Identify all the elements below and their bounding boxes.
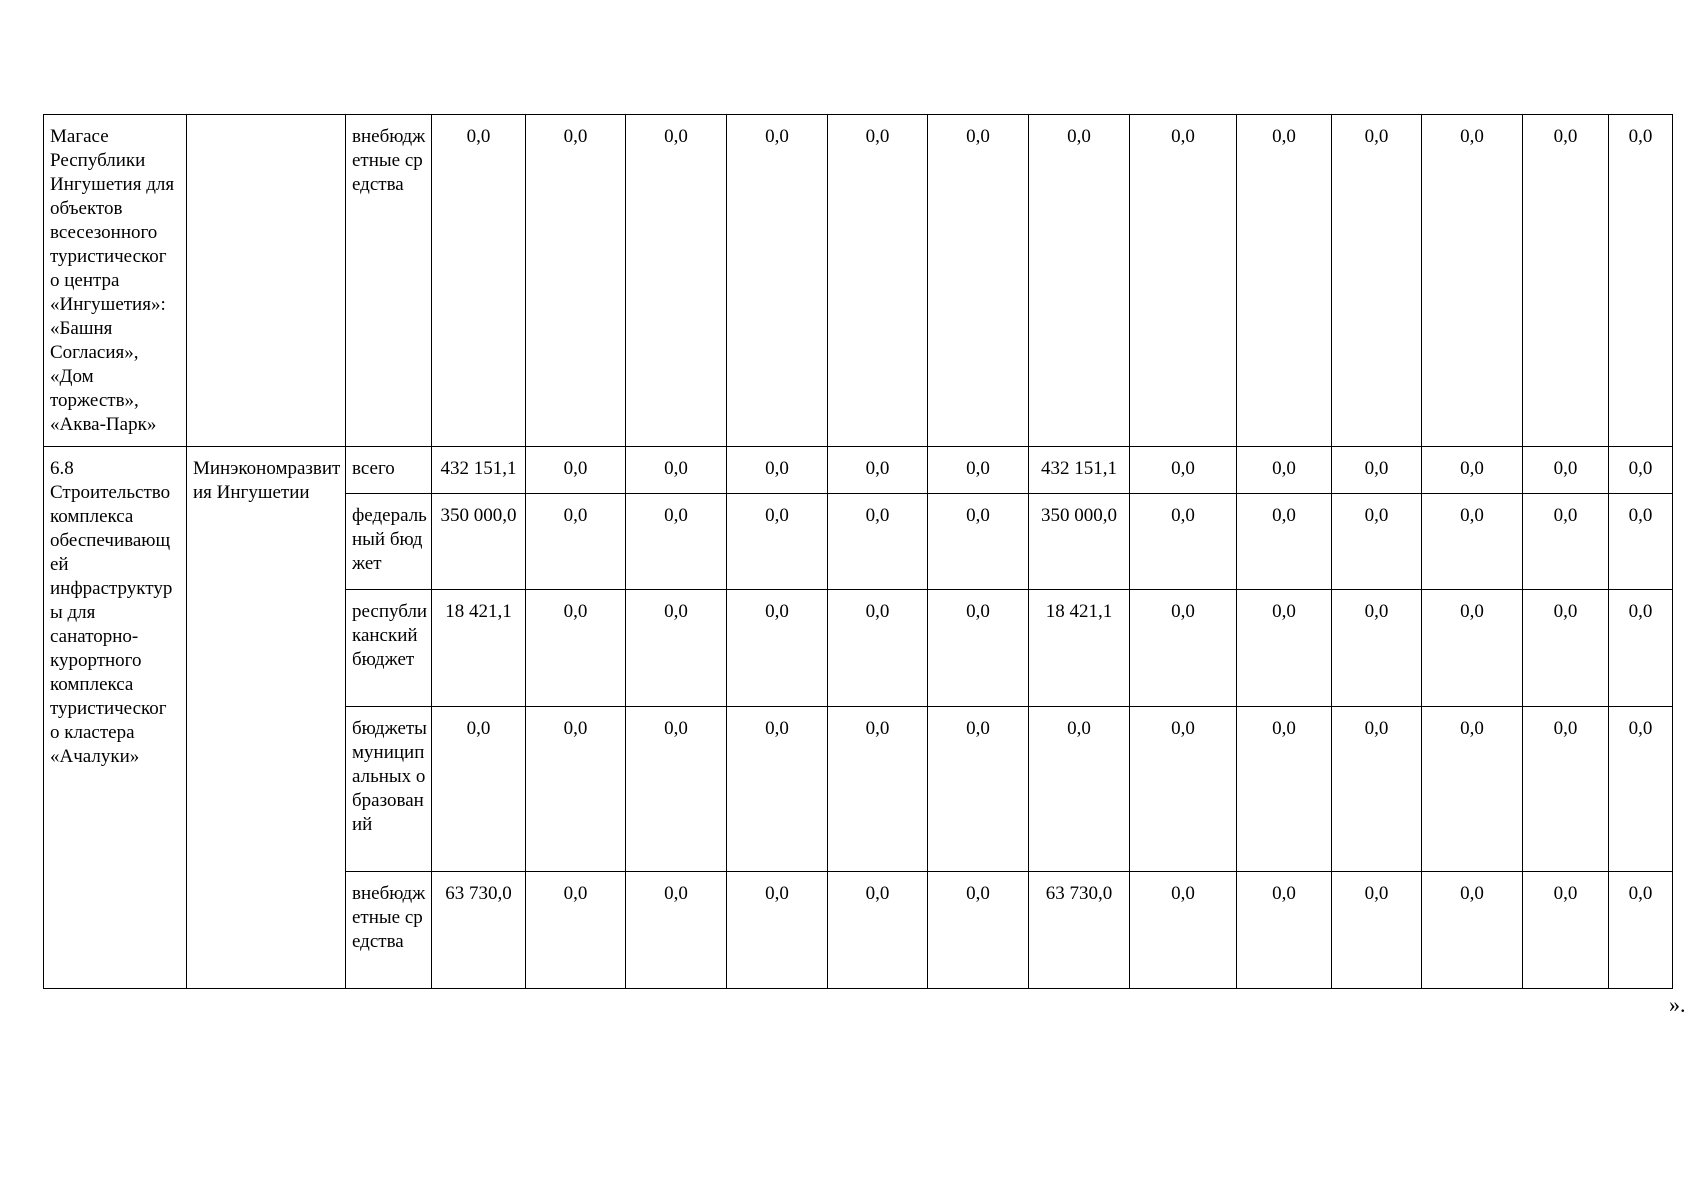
value-cell: 0,0 <box>828 494 928 590</box>
value-cell: 0,0 <box>1237 494 1332 590</box>
value-cell: 0,0 <box>526 115 626 447</box>
value-cell: 0,0 <box>928 872 1029 989</box>
value-cell: 432 151,1 <box>432 447 526 494</box>
value-cell: 0,0 <box>1332 115 1422 447</box>
measure-name-line: Республики <box>50 150 146 171</box>
measure-name-line: санаторно- <box>50 626 139 647</box>
value-cell: 0,0 <box>1523 447 1609 494</box>
value-cell: 0,0 <box>1237 590 1332 707</box>
value-cell: 0,0 <box>727 707 828 872</box>
value-cell: 0,0 <box>1609 872 1673 989</box>
measure-name-line: Магасе <box>50 126 109 147</box>
value-cell: 0,0 <box>526 494 626 590</box>
value-cell: 0,0 <box>1237 872 1332 989</box>
value-cell: 0,0 <box>1609 115 1673 447</box>
value-cell: 63 730,0 <box>432 872 526 989</box>
measure-name-line: «Дом <box>50 366 94 387</box>
closing-quote-mark: ». <box>1669 992 1686 1017</box>
value-cell: 0,0 <box>626 494 727 590</box>
value-cell: 0,0 <box>1609 494 1673 590</box>
value-cell: 0,0 <box>626 872 727 989</box>
value-cell: 0,0 <box>1422 590 1523 707</box>
value-cell: 0,0 <box>1332 447 1422 494</box>
value-cell: 0,0 <box>928 115 1029 447</box>
measure-name-line: инфраструктур <box>50 578 173 599</box>
value-cell: 0,0 <box>1029 707 1130 872</box>
value-cell: 0,0 <box>1609 447 1673 494</box>
value-cell: 0,0 <box>828 115 928 447</box>
value-cell: 0,0 <box>626 707 727 872</box>
value-cell: 0,0 <box>1130 115 1237 447</box>
measure-name-line: всесезонного <box>50 222 158 243</box>
measure-name-line: Согласия», <box>50 342 139 363</box>
measure-name-line: туристическог <box>50 246 167 267</box>
value-cell: 0,0 <box>1130 494 1237 590</box>
value-cell: 0,0 <box>1237 115 1332 447</box>
measure-name-line: «Башня <box>50 318 113 339</box>
value-cell: 0,0 <box>1523 707 1609 872</box>
value-cell: 0,0 <box>1523 590 1609 707</box>
value-cell: 0,0 <box>1237 447 1332 494</box>
value-cell: 0,0 <box>1523 494 1609 590</box>
value-cell: 0,0 <box>1422 447 1523 494</box>
value-cell: 0,0 <box>526 447 626 494</box>
funding-source-cell: федеральный бюджет <box>346 494 432 590</box>
executor-cell: Минэкономразвития Ингушетии <box>187 447 346 989</box>
measure-number: 6.8 <box>50 458 74 479</box>
value-cell: 0,0 <box>526 707 626 872</box>
measure-name-line: курортного <box>50 650 142 671</box>
measure-name-line: обеспечивающ <box>50 530 171 551</box>
measure-name-line: туристическог <box>50 698 167 719</box>
value-cell: 0,0 <box>828 447 928 494</box>
value-cell: 0,0 <box>526 872 626 989</box>
value-cell: 0,0 <box>1332 872 1422 989</box>
value-cell: 0,0 <box>526 590 626 707</box>
value-cell: 0,0 <box>1422 115 1523 447</box>
value-cell: 0,0 <box>1237 707 1332 872</box>
funding-source-cell: внебюджетные средства <box>346 872 432 989</box>
measure-name-cell <box>44 447 187 989</box>
funding-source-cell: внебюджетные средства <box>346 115 432 447</box>
value-cell: 0,0 <box>1523 872 1609 989</box>
executor-cell <box>187 115 346 447</box>
value-cell: 0,0 <box>1609 707 1673 872</box>
value-cell: 0,0 <box>432 115 526 447</box>
value-cell: 0,0 <box>727 872 828 989</box>
measure-name-line: торжеств», <box>50 390 139 411</box>
value-cell: 0,0 <box>727 115 828 447</box>
value-cell: 0,0 <box>626 115 727 447</box>
value-cell: 0,0 <box>626 447 727 494</box>
value-cell: 0,0 <box>1130 872 1237 989</box>
value-cell: 0,0 <box>1609 590 1673 707</box>
value-cell: 0,0 <box>1332 590 1422 707</box>
value-cell: 0,0 <box>1422 707 1523 872</box>
value-cell: 0,0 <box>1422 494 1523 590</box>
value-cell: 0,0 <box>1029 115 1130 447</box>
measure-name-line: объектов <box>50 198 123 219</box>
measure-name-line: о центра <box>50 270 120 291</box>
value-cell: 0,0 <box>1523 115 1609 447</box>
funding-source-cell: республиканский бюджет <box>346 590 432 707</box>
value-cell: 0,0 <box>828 590 928 707</box>
program-funding-table <box>43 114 1673 989</box>
measure-name-line: ей <box>50 554 69 575</box>
measure-name-line: Строительство <box>50 482 171 503</box>
value-cell: 0,0 <box>727 590 828 707</box>
measure-name-line: «Аква-Парк» <box>50 414 157 435</box>
value-cell: 0,0 <box>1332 707 1422 872</box>
measure-name-cell <box>44 115 187 447</box>
measure-name-line: «Ачалуки» <box>50 746 140 767</box>
value-cell: 0,0 <box>828 707 928 872</box>
measure-name-line: комплекса <box>50 674 134 695</box>
measure-name-line: о кластера <box>50 722 135 743</box>
measure-name-line: ы для <box>50 602 96 623</box>
value-cell: 0,0 <box>1130 447 1237 494</box>
value-cell: 0,0 <box>928 707 1029 872</box>
value-cell: 350 000,0 <box>1029 494 1130 590</box>
value-cell: 63 730,0 <box>1029 872 1130 989</box>
value-cell: 0,0 <box>727 494 828 590</box>
table-row <box>44 447 1673 494</box>
value-cell: 0,0 <box>1422 872 1523 989</box>
value-cell: 0,0 <box>928 590 1029 707</box>
value-cell: 0,0 <box>928 447 1029 494</box>
value-cell: 350 000,0 <box>432 494 526 590</box>
value-cell: 0,0 <box>828 872 928 989</box>
value-cell: 432 151,1 <box>1029 447 1130 494</box>
funding-source-cell: всего <box>346 447 432 494</box>
value-cell: 0,0 <box>1130 590 1237 707</box>
value-cell: 0,0 <box>1130 707 1237 872</box>
measure-name-line: Ингушетия для <box>50 174 175 195</box>
table-row <box>44 115 1673 447</box>
measure-name-line: комплекса <box>50 506 134 527</box>
funding-source-cell: бюджеты муниципальных образований <box>346 707 432 872</box>
measure-name-line: «Ингушетия»: <box>50 294 166 315</box>
value-cell: 0,0 <box>432 707 526 872</box>
value-cell: 18 421,1 <box>432 590 526 707</box>
value-cell: 0,0 <box>626 590 727 707</box>
value-cell: 0,0 <box>1332 494 1422 590</box>
value-cell: 18 421,1 <box>1029 590 1130 707</box>
value-cell: 0,0 <box>727 447 828 494</box>
value-cell: 0,0 <box>928 494 1029 590</box>
